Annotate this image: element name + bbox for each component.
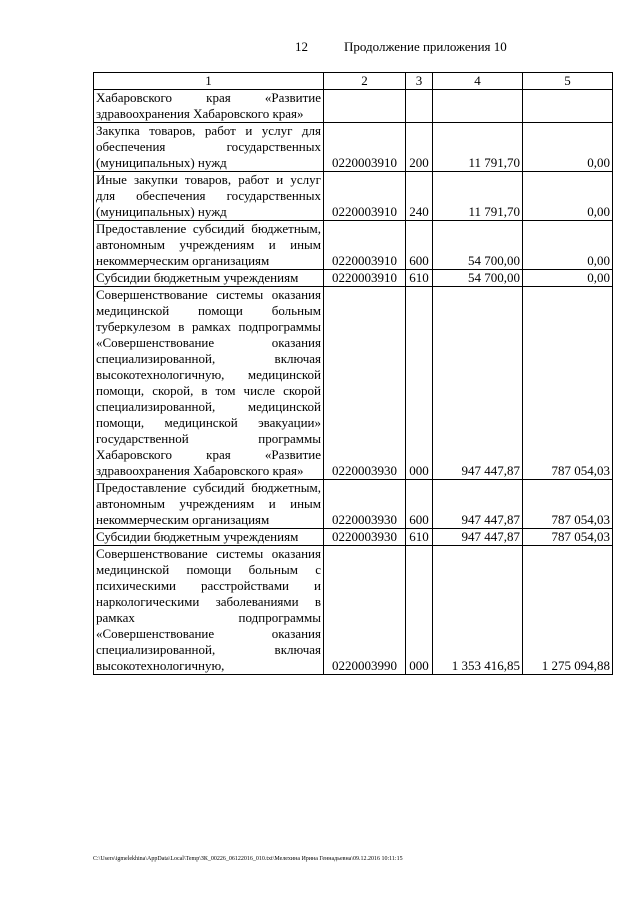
- row-amount: 11 791,70: [433, 172, 523, 221]
- row-code: 0220003930: [324, 287, 406, 480]
- row-amount-2: 787 054,03: [523, 529, 613, 546]
- row-amount-2: 0,00: [523, 172, 613, 221]
- appendix-continuation: Продолжение приложения 10: [344, 39, 507, 54]
- row-amount-2: 0,00: [523, 270, 613, 287]
- row-kind: 600: [406, 480, 433, 529]
- table-row: [94, 529, 613, 546]
- row-code: 0220003910: [324, 123, 406, 172]
- row-kind: 000: [406, 546, 433, 675]
- row-name-text: Закупка товаров, работ и услуг для обеспечения государственных (муниципальных) нужд: [96, 123, 321, 170]
- row-amount: 54 700,00: [433, 270, 523, 287]
- table-row: [94, 221, 613, 270]
- row-name-text: Хабаровского края «Развитие здравоохранения Хабаровского края»: [96, 90, 321, 121]
- table-row: [94, 480, 613, 529]
- row-name: [94, 270, 324, 287]
- row-name-text: Предоставление субсидий бюджетным, автономным учреждениям и иным некоммерческим организациям: [96, 480, 321, 527]
- row-name: [94, 123, 324, 172]
- row-name: [94, 172, 324, 221]
- row-kind: 200: [406, 123, 433, 172]
- page-number: 12: [295, 39, 308, 54]
- row-name: [94, 529, 324, 546]
- row-name: [94, 546, 324, 675]
- row-code: 0220003930: [324, 529, 406, 546]
- column-header-4: 4: [433, 73, 523, 90]
- row-amount: 947 447,87: [433, 287, 523, 480]
- table-row: [94, 287, 613, 480]
- row-name-text: Совершенствование системы оказания медицинской помощи больным с психическими расстройствами и наркологическими заболеваниями в рамках подпрограммы «Совершенствование оказания специализированной, включая высокотехнологичную,: [96, 546, 321, 673]
- table-row: [94, 90, 613, 123]
- table-row: [94, 123, 613, 172]
- page-header: [0, 39, 640, 59]
- row-kind: 000: [406, 287, 433, 480]
- row-amount: 11 791,70: [433, 123, 523, 172]
- row-amount: 947 447,87: [433, 480, 523, 529]
- row-amount: 54 700,00: [433, 221, 523, 270]
- row-amount-2: 0,00: [523, 123, 613, 172]
- row-amount-2: 1 275 094,88: [523, 546, 613, 675]
- row-kind: 240: [406, 172, 433, 221]
- row-amount-2: [523, 90, 613, 123]
- row-name: [94, 90, 324, 123]
- row-amount: 1 353 416,85: [433, 546, 523, 675]
- row-kind: 600: [406, 221, 433, 270]
- column-header-2: 2: [324, 73, 406, 90]
- budget-table: [93, 72, 613, 675]
- row-name-text: Субсидии бюджетным учреждениям: [96, 529, 299, 544]
- row-amount: [433, 90, 523, 123]
- row-code: 0220003990: [324, 546, 406, 675]
- table-row: [94, 172, 613, 221]
- row-amount-2: 787 054,03: [523, 287, 613, 480]
- row-code: [324, 90, 406, 123]
- column-header-1: 1: [94, 73, 324, 90]
- file-path-footer: C:\Users\igmelekhina\AppData\Local\Temp\ЗК_00226_06122016_010.txt\Мелехина Ирина Геннадьевна\09.12.2016 10:11:15: [93, 856, 403, 862]
- row-name-text: Иные закупки товаров, работ и услуг для обеспечения государственных (муниципальных) нужд: [96, 172, 321, 219]
- row-name: [94, 287, 324, 480]
- table-header-row: [94, 73, 613, 90]
- row-name: [94, 480, 324, 529]
- row-kind: [406, 90, 433, 123]
- column-header-5: 5: [523, 73, 613, 90]
- table-row: [94, 546, 613, 675]
- row-amount: 947 447,87: [433, 529, 523, 546]
- row-amount-2: 0,00: [523, 221, 613, 270]
- row-name: [94, 221, 324, 270]
- row-name-text: Предоставление субсидий бюджетным, автономным учреждениям и иным некоммерческим организациям: [96, 221, 321, 268]
- row-name-text: Совершенствование системы оказания медицинской помощи больным туберкулезом в рамках подпрограммы «Совершенствование оказания специализированной, включая высокотехнологичную, медицинской помощи, скорой, в том числе скорой специализированной, медицинской помощи, медицинской эвакуации» государственной программы Хабаровского края «Развитие здравоохранения Хабаровского края»: [96, 287, 321, 478]
- row-code: 0220003910: [324, 221, 406, 270]
- row-code: 0220003910: [324, 172, 406, 221]
- row-name-text: Субсидии бюджетным учреждениям: [96, 270, 299, 285]
- table-row: [94, 270, 613, 287]
- row-code: 0220003930: [324, 480, 406, 529]
- column-header-3: 3: [406, 73, 433, 90]
- row-kind: 610: [406, 529, 433, 546]
- row-amount-2: 787 054,03: [523, 480, 613, 529]
- row-code: 0220003910: [324, 270, 406, 287]
- row-kind: 610: [406, 270, 433, 287]
